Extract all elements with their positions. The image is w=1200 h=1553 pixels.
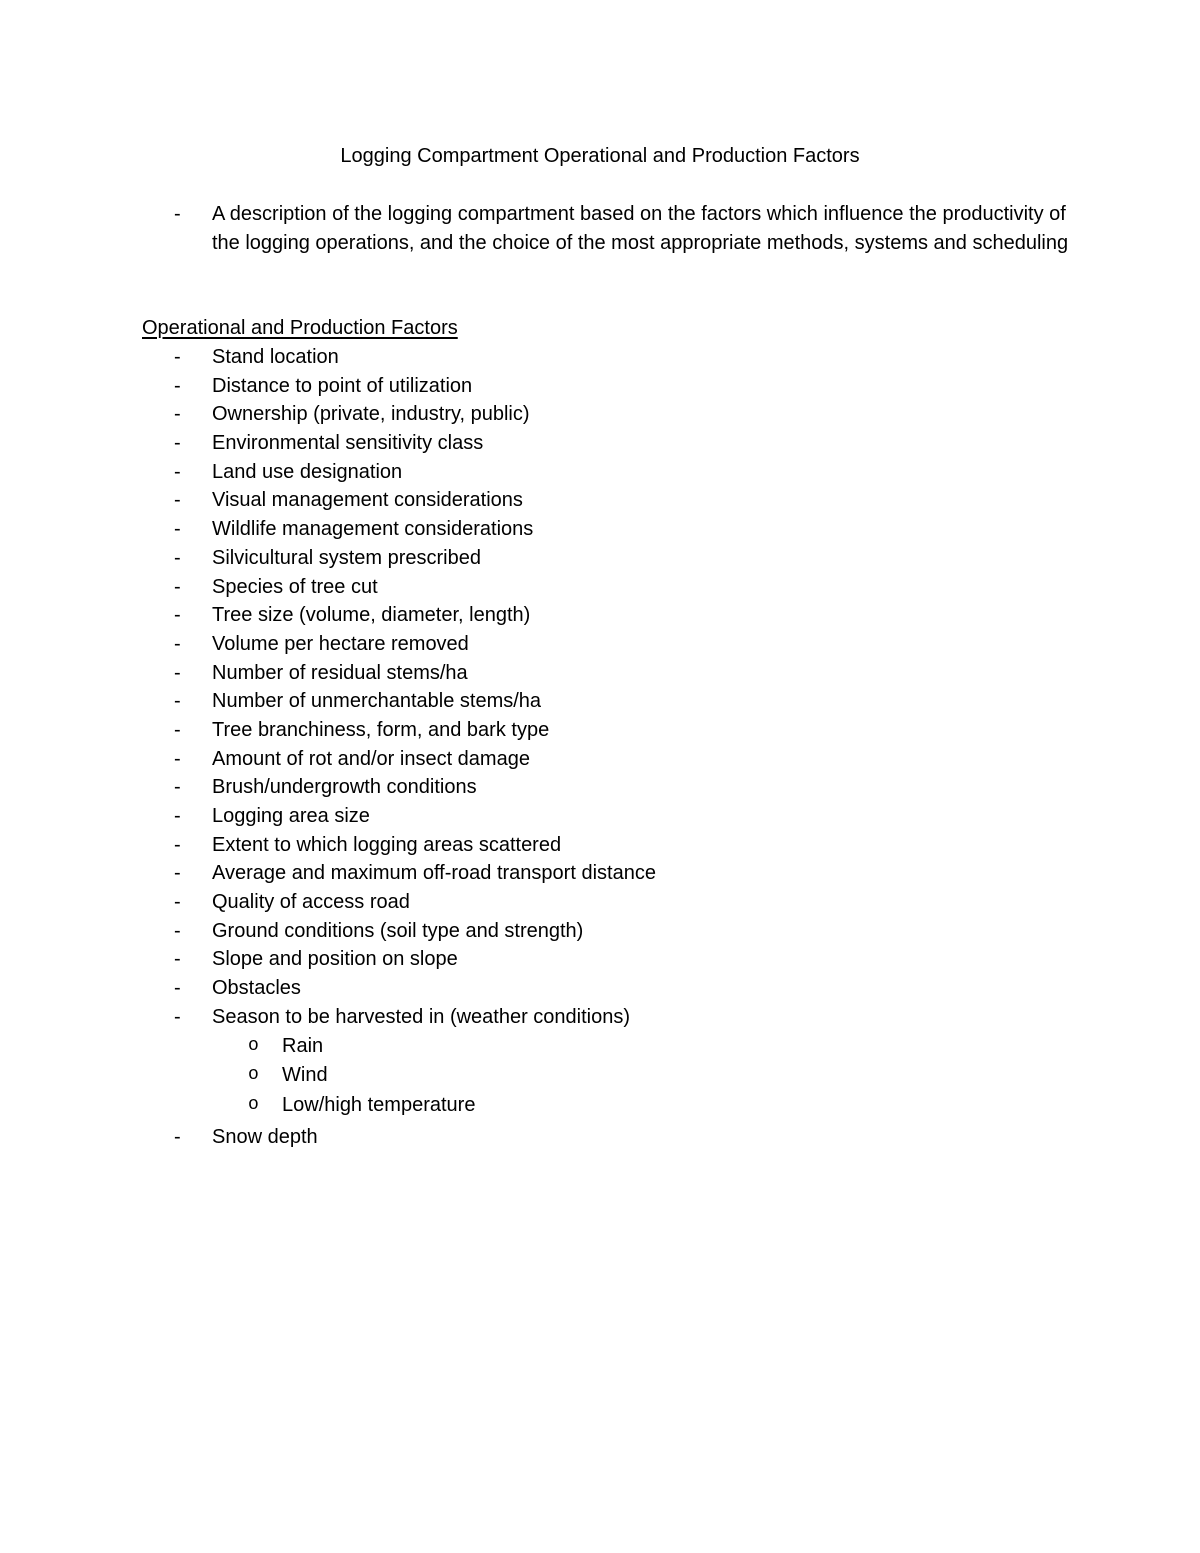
dash-marker: - xyxy=(174,661,181,684)
list-item-label: Visual management considerations xyxy=(212,489,523,512)
dash-marker: - xyxy=(174,747,181,770)
section-heading: Operational and Production Factors xyxy=(142,317,458,339)
dash-marker: - xyxy=(174,346,181,368)
list-item-label: Number of unmerchantable stems/ha xyxy=(212,690,542,713)
document-title: Logging Compartment Operational and Production Factors xyxy=(340,145,860,167)
dash-marker: - xyxy=(174,891,181,914)
list-item-label: Snow depth xyxy=(212,1126,318,1148)
dash-marker: - xyxy=(174,632,181,655)
list-item-label: Wildlife management considerations xyxy=(212,518,534,541)
list-item-label: Tree branchiness, form, and bark type xyxy=(212,718,550,741)
dash-marker: - xyxy=(174,977,181,1000)
dash-marker: - xyxy=(174,604,181,627)
dash-marker: - xyxy=(174,805,181,827)
list-item-label: Amount of rot and/or insect damage xyxy=(212,747,530,770)
list-item-label: Ground conditions (soil type and strength) xyxy=(212,919,584,942)
dash-marker: - xyxy=(174,1005,181,1028)
list-item-label: Tree size (volume, diameter, length) xyxy=(212,604,531,627)
list-item-label: Quality of access road xyxy=(212,891,410,914)
dash-marker: - xyxy=(174,862,181,885)
dash-marker: - xyxy=(174,403,181,426)
list-item-label: Obstacles xyxy=(212,977,301,1000)
circle-bullet-marker: o xyxy=(248,1035,259,1056)
sub-list-item-label: Wind xyxy=(282,1064,328,1086)
intro-paragraph xyxy=(174,200,1074,258)
circle-bullet-marker: o xyxy=(248,1065,259,1085)
list-item-label: Ownership (private, industry, public) xyxy=(212,403,530,426)
list-item-label: Season to be harvested in (weather conditions) xyxy=(212,1005,631,1028)
list-item-label: Extent to which logging areas scattered xyxy=(212,833,562,856)
list-item-label: Brush/undergrowth conditions xyxy=(212,776,477,799)
dash-marker: - xyxy=(174,518,181,541)
dash-marker: - xyxy=(174,1126,181,1148)
list-item-label: Distance to point of utilization xyxy=(212,374,473,397)
list-item-label: Environmental sensitivity class xyxy=(212,432,484,455)
dash-marker: - xyxy=(174,432,181,455)
intro-text: A description of the logging compartment based on the factors which influence the productivity of the logging operations, and the choice of the most appropriate methods, systems and scheduling xyxy=(212,203,1069,254)
dash-marker: - xyxy=(174,690,181,713)
list-item-label: Logging area size xyxy=(212,805,370,827)
dash-marker: - xyxy=(174,374,181,397)
dash-marker: - xyxy=(174,948,181,971)
dash-marker: - xyxy=(174,575,181,598)
dash-marker: - xyxy=(174,919,181,942)
list-item-label: Number of residual stems/ha xyxy=(212,661,468,684)
list-item-label: Volume per hectare removed xyxy=(212,632,469,655)
circle-bullet-marker: o xyxy=(248,1094,259,1115)
dash-marker: - xyxy=(174,460,181,483)
dash-marker: - xyxy=(174,776,181,799)
intro-dash-marker: - xyxy=(174,203,181,225)
list-item-label: Species of tree cut xyxy=(212,575,378,598)
dash-marker: - xyxy=(174,833,181,856)
sub-list-item-label: Low/high temperature xyxy=(282,1093,476,1116)
dash-marker: - xyxy=(174,489,181,512)
list-item-label: Land use designation xyxy=(212,460,403,483)
dash-marker: - xyxy=(174,718,181,741)
sub-list-item-label: Rain xyxy=(282,1034,324,1057)
dash-marker: - xyxy=(174,546,181,569)
list-item-label: Stand location xyxy=(212,346,339,368)
list-item-label: Average and maximum off-road transport distance xyxy=(212,862,656,885)
list-item-label: Slope and position on slope xyxy=(212,948,458,971)
list-item-label: Silvicultural system prescribed xyxy=(212,546,481,569)
